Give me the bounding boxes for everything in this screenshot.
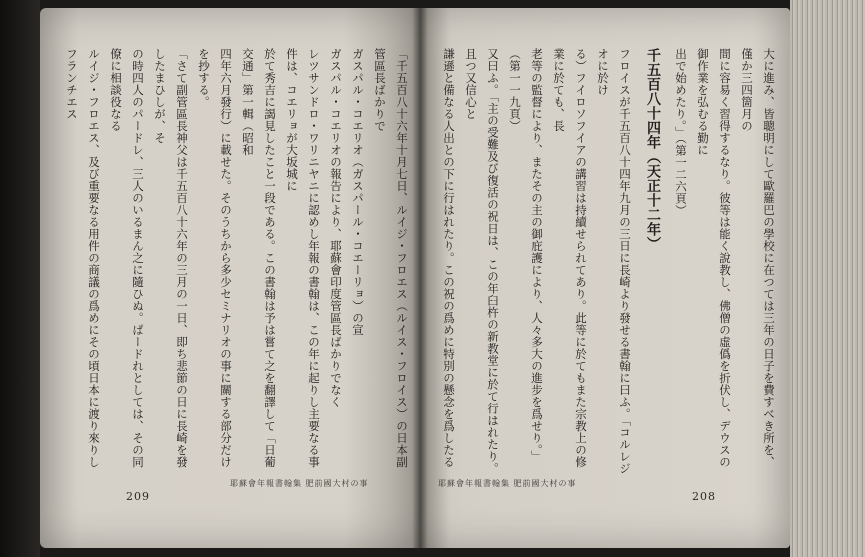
text-column: レツサンドロ・ワリニヤニに認めし年報の書翰は、この年に起りし主要なる事件は、コエリョが大坂城に bbox=[285, 48, 321, 468]
text-column: 大に進み、皆聰明にして歐羅巴の學校に在つては三年の日子を費すべき所を、僅か三四箇月の bbox=[740, 48, 776, 468]
text-column: 謙遜と備なる人出との下に行はれたり。この祝の爲めに特別の懸念を爲したる bbox=[442, 48, 456, 468]
left-running-head: 耶蘇會年報書翰集 肥前國大村の事 bbox=[230, 479, 369, 488]
text-column: 間に容易く習得するなり。彼等は能く說教し、佛僧の虛僞を折伏し、デウスの御作業を弘むる勤に bbox=[696, 48, 732, 468]
text-column: ルイジ・フロエス、及び重要なる用件の商議の爲めにその頃日本に渡り來りしフランチエス bbox=[65, 48, 101, 468]
text-column: 出で始めたり。」（第一二六頁） bbox=[674, 48, 688, 217]
left-page bbox=[40, 8, 420, 548]
right-running-head: 耶蘇會年報書翰集 肥前國大村の事 bbox=[438, 479, 577, 488]
text-column: フロイスが千五百八十四年九月の三日に長崎より發せる書翰に曰ふ。「コルレジオに於け bbox=[596, 48, 632, 475]
text-column bbox=[58, 48, 61, 478]
right-page-number: 208 bbox=[692, 490, 716, 503]
section-heading: 千五百八十四年（天正十二年） bbox=[645, 48, 661, 251]
book-cover-edge bbox=[0, 0, 40, 557]
text-column: 「千五百八十六年十月七日、ルイジ・フロエス（ルイス・フロイス）の日本副管區長ばかりで bbox=[373, 48, 409, 468]
text-column: 四年六月發行）に載せた。そのうちから多少セミナリオの事に關する部分だけを抄する。 bbox=[197, 48, 233, 468]
text-column: る）フイロソフイアの講習は持續せられてあり。此等に於てもまた宗教上の修業に於ても、長 bbox=[552, 48, 588, 468]
text-column: 「さて副管區長神父は千五百八十六年の三月の一日、即ち悲節の日に長崎を發したまひしが、そ bbox=[153, 48, 189, 468]
page-edges bbox=[790, 0, 865, 557]
left-page-text bbox=[58, 48, 413, 478]
text-column: の時四人のパードレ、三人のいるまん之に隨ひぬ。ぱードれとしては、その同僚に相談役なる bbox=[109, 48, 145, 468]
book-gutter bbox=[412, 8, 428, 548]
text-column: 又曰ふ。「主の受難及び復活の祝日は、この年臼杵の新教堂に於て行はれたり。且つ又信心と bbox=[464, 48, 500, 475]
text-column: ガスパル・コエリオ（ガスパール・コエーリョ）の宣 bbox=[351, 48, 365, 336]
text-column: 於て秀吉に謁見したこと一段である。この書翰は予は嘗て之を翻譯して「日葡交通」第一輯（昭和 bbox=[241, 48, 277, 468]
text-column: ガスパル・コエリオの報告により、耶蘇會印度管區長ばかりでなく bbox=[329, 48, 343, 408]
text-column: 老等の監督により、またその主の御庇護により、人々多大の進步を爲せり。」（第一一九頁） bbox=[508, 48, 544, 463]
left-page-number: 209 bbox=[126, 490, 150, 503]
right-page bbox=[420, 8, 790, 548]
right-page-text bbox=[440, 48, 780, 478]
